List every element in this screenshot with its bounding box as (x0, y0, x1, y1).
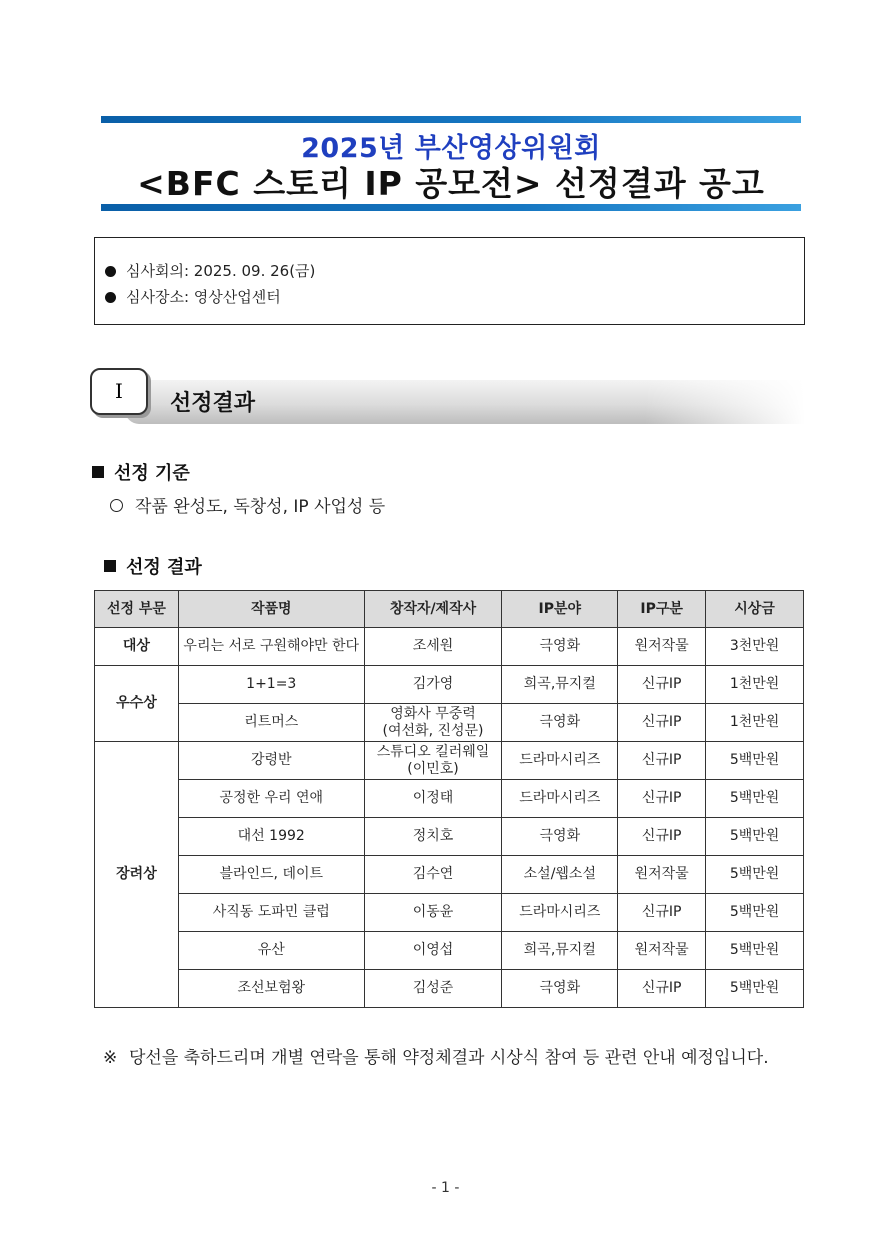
type-cell: 원저작물 (618, 932, 706, 970)
table-row (95, 628, 804, 666)
criteria-heading-text: 선정 기준 (114, 463, 190, 484)
criteria-item (110, 492, 385, 517)
square-bullet-icon (104, 560, 116, 572)
section-number: I (90, 368, 148, 415)
type-cell: 원저작물 (618, 856, 706, 894)
prize-cell: 5백만원 (706, 742, 804, 780)
field-cell: 극영화 (502, 970, 618, 1008)
title-cell: 강령반 (178, 742, 364, 780)
title-cell: 조선보험왕 (178, 970, 364, 1008)
field-cell: 희곡,뮤지컬 (502, 666, 618, 704)
title-cell: 우리는 서로 구원해야만 한다 (178, 628, 364, 666)
prize-cell: 3천만원 (706, 628, 804, 666)
prize-cell: 5백만원 (706, 932, 804, 970)
table-row (95, 666, 804, 704)
field-cell: 드라마시리즈 (502, 742, 618, 780)
title-bottom-rule (101, 204, 801, 211)
table-row (95, 704, 804, 742)
column-header: 선정 부문 (95, 591, 179, 628)
section-title: 선정결과 (170, 391, 256, 416)
criteria-heading (92, 459, 190, 485)
results-heading-text: 선정 결과 (126, 557, 202, 578)
title-cell: 유산 (178, 932, 364, 970)
table-row (95, 818, 804, 856)
category-cell: 장려상 (95, 742, 179, 1008)
reference-mark: ※ (103, 1048, 118, 1068)
results-table (94, 590, 804, 1008)
prize-cell: 1천만원 (706, 666, 804, 704)
title-cell: 1+1=3 (178, 666, 364, 704)
prize-cell: 5백만원 (706, 856, 804, 894)
creator-cell: 김수연 (364, 856, 502, 894)
page-number: - 1 - (431, 1180, 460, 1196)
info-meeting-text: 심사회의: 2025. 09. 26(금) (126, 262, 316, 280)
creator-cell: 이동윤 (364, 894, 502, 932)
field-cell: 희곡,뮤지컬 (502, 932, 618, 970)
field-cell: 드라마시리즈 (502, 894, 618, 932)
creator-cell: 정치호 (364, 818, 502, 856)
category-cell: 우수상 (95, 666, 179, 742)
review-info-box (94, 237, 805, 325)
title-cell: 리트머스 (178, 704, 364, 742)
title-cell: 대선 1992 (178, 818, 364, 856)
title-top-rule (101, 116, 801, 123)
footnote (103, 1043, 803, 1073)
square-bullet-icon (92, 466, 104, 478)
field-cell: 소설/웹소설 (502, 856, 618, 894)
type-cell: 신규IP (618, 894, 706, 932)
creator-cell: 영화사 무중력 (여선화, 진성문) (364, 704, 502, 742)
title-cell: 공정한 우리 연애 (178, 780, 364, 818)
creator-cell: 이영섭 (364, 932, 502, 970)
type-cell: 신규IP (618, 666, 706, 704)
field-cell: 극영화 (502, 704, 618, 742)
table-row (95, 780, 804, 818)
title-cell: 사직동 도파민 클럽 (178, 894, 364, 932)
type-cell: 신규IP (618, 704, 706, 742)
criteria-item-text: 작품 완성도, 독창성, IP 사업성 등 (135, 497, 386, 517)
table-row (95, 856, 804, 894)
field-cell: 드라마시리즈 (502, 780, 618, 818)
title-cell: 블라인드, 데이트 (178, 856, 364, 894)
type-cell: 신규IP (618, 742, 706, 780)
category-cell: 대상 (95, 628, 179, 666)
info-item-venue (105, 286, 281, 307)
bullet-icon (105, 266, 116, 277)
table-row (95, 894, 804, 932)
prize-cell: 5백만원 (706, 780, 804, 818)
footnote-text: 당선을 축하드리며 개별 연락을 통해 약정체결과 시상식 참여 등 관련 안내 예정입니다. (129, 1048, 769, 1068)
column-header: 시상금 (706, 591, 804, 628)
column-header: IP분야 (502, 591, 618, 628)
creator-cell: 김가영 (364, 666, 502, 704)
type-cell: 신규IP (618, 818, 706, 856)
page-title: <BFC 스토리 IP 공모전> 선정결과 공고 (137, 164, 765, 203)
type-cell: 신규IP (618, 970, 706, 1008)
table-header-row (95, 591, 804, 628)
page-title-year: 2025년 부산영상위원회 (301, 133, 601, 164)
table-row (95, 742, 804, 780)
bullet-icon (105, 292, 116, 303)
creator-cell: 이정태 (364, 780, 502, 818)
prize-cell: 5백만원 (706, 894, 804, 932)
table-row (95, 932, 804, 970)
column-header: 작품명 (178, 591, 364, 628)
type-cell: 원저작물 (618, 628, 706, 666)
info-item-meeting (105, 260, 315, 281)
prize-cell: 5백만원 (706, 970, 804, 1008)
creator-cell: 김성준 (364, 970, 502, 1008)
info-venue-text: 심사장소: 영상산업센터 (126, 288, 281, 306)
prize-cell: 5백만원 (706, 818, 804, 856)
type-cell: 신규IP (618, 780, 706, 818)
field-cell: 극영화 (502, 818, 618, 856)
prize-cell: 1천만원 (706, 704, 804, 742)
creator-cell: 스튜디오 킬러웨일 (이민호) (364, 742, 502, 780)
creator-cell: 조세원 (364, 628, 502, 666)
column-header: 창작자/제작사 (364, 591, 502, 628)
column-header: IP구분 (618, 591, 706, 628)
table-row (95, 970, 804, 1008)
circle-bullet-icon (110, 499, 123, 512)
field-cell: 극영화 (502, 628, 618, 666)
results-heading (104, 553, 202, 579)
